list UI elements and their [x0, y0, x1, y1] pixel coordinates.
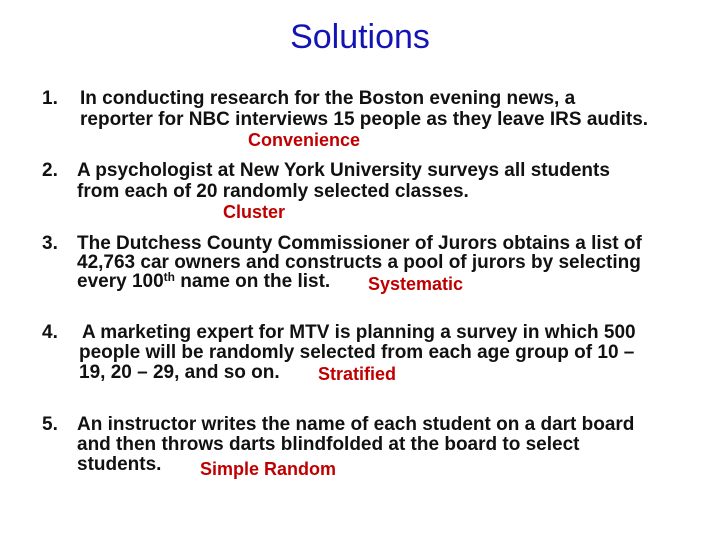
- slide-title: Solutions: [290, 18, 430, 56]
- list-item: [42, 322, 692, 386]
- item-text-fragment: name on the list.: [174, 271, 331, 292]
- item-text-fragment: every 100: [77, 271, 164, 292]
- list-item: [42, 160, 692, 224]
- item-number: 5.: [42, 414, 58, 435]
- list-item: [42, 88, 692, 152]
- item-number: 1.: [42, 88, 58, 109]
- item-text-line: In conducting research for the Boston evening news, a: [80, 88, 576, 109]
- item-text-line: reporter for NBC interviews 15 people as they leave IRS audits.: [80, 109, 649, 130]
- answer-label: Simple Random: [200, 459, 337, 479]
- item-text-line: and then throws darts blindfolded at the board to select: [77, 434, 580, 455]
- item-text-line-last: [77, 271, 330, 292]
- item-text-line: A psychologist at New York University surveys all students: [77, 160, 610, 181]
- answer-label: Cluster: [223, 202, 286, 222]
- item-text-line: 42,763 car owners and constructs a pool of jurors by selecting: [77, 252, 641, 273]
- item-text-line: An instructor writes the name of each student on a dart board: [77, 414, 635, 435]
- list-item: [42, 233, 692, 297]
- item-number: 3.: [42, 233, 58, 254]
- item-number: 2.: [42, 160, 58, 181]
- answer-label: Convenience: [248, 130, 361, 150]
- answer-label: Systematic: [368, 274, 464, 294]
- item-text-line: 19, 20 – 29, and so on.: [79, 362, 280, 383]
- item-text-line: people will be randomly selected from each age group of 10 –: [79, 342, 635, 363]
- item-text-line: A marketing expert for MTV is planning a survey in which 500: [82, 322, 636, 343]
- list-item: [42, 414, 692, 478]
- item-text-line: The Dutchess County Commissioner of Jurors obtains a list of: [77, 233, 642, 254]
- item-text-line: from each of 20 randomly selected classes.: [77, 181, 469, 202]
- ordinal-superscript: th: [163, 270, 175, 284]
- item-number: 4.: [42, 322, 58, 343]
- answer-label: Stratified: [318, 364, 397, 384]
- item-text-line: students.: [77, 454, 162, 475]
